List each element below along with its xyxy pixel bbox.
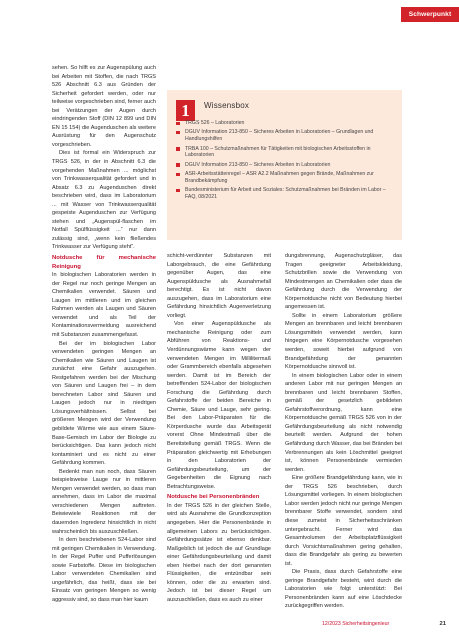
list-item: DGUV Information 213-850 – Sicheres Arbeiten in Laboratorien – Grundlagen und Handlungshilfen [176, 129, 396, 143]
paragraph: sehen. So hilft es zur Augenspülung auch bei Arbeiten mit Stoffen, die nach TRGS 526 Abschnitt 6.3 aus Gründen der Sicherheit gefordert werden, oder nur teilweise vorgeschrieben sind, ferner auch bei Verätzungen der Augen durch eindringenden Stoff (DIN 12 899 und DIN EN 15 154) die Augenduschen als weitere Ausrüstung für den Augenschutz vorgeschrieben. [52, 65, 156, 148]
paragraph: Bedenkt man nun noch, dass Säuren beispielsweise Lauge nur in mittleren Mengen verwendet werden, so dass man annehmen, dass im Labor die maximal verschiedenen Mengen auftreten. Beiwiewiele Reaktionen mit der dauernden Ingredenz hinsichtlich in nicht wahrscheinlich bis auszuschließen. [52, 468, 156, 535]
list-item: ASR-Arbeitsstättenregel – ASR A2.2 Maßnahmen gegen Brände, Maßnahmen zur Brandbekämpfung [176, 171, 396, 185]
box-title: Wissensbox [204, 101, 250, 110]
paragraph: dungsbrennung, Augenschutzgläser, das Tragen geeigneter Arbeitskleidung, Schutzbrillen sowie die Verwendung von Mindestmengen an Chemikalien oder dass die Gefährdung durch die Verwendung der Körpernotdusche nicht von Bedeutung hierbei angemessen ist. [285, 253, 402, 311]
list-item: Bundesministerium für Arbeit und Soziales: Schutzmaßnahmen bei Bränden im Labor – FAQ, 08/2021 [176, 187, 396, 201]
section-heading: Notdusche für mechanische Reinigung [52, 255, 156, 270]
page-footer [322, 620, 446, 629]
list-item: TRGS 526 – Laboratorien [176, 120, 396, 127]
paragraph: In biologischen Laboratorien werden in der Regel nur noch geringe Mengen an Chemikalien verwendet. Säuren und Laugen im mittleren und im gleichen Rahmen werden als Laugen und Säuren verwendet und als Teil der Kontaminationsvermeidung ausreichend mit Substanzen zusammengefasst. [52, 272, 156, 338]
box-number-badge: 1 [176, 100, 195, 121]
paragraph: Die Praxis, dass durch Gefahrstoffe eine geringe Brandgefahr besteht, wird durch die Laboratorien wie folgt unterstützt: Bei Personenbränden kann auf eine Löschdecke zurückgegriffen werden. [285, 569, 402, 610]
text-column-right [285, 252, 402, 611]
paragraph: Von einer Augenspüldusche als mechanische Reinigung oder zum Abführen von Reaktions- und Verdünnungswärme kann wegen der verwendeten Mengen im Millilitermaß oder Grammbereich ebenfalls abgesehen werden. Damit ist im Bereich der betreffenden 524-Labor der biologischen Forschung die Gefährdung durch Gefahrstoffe der beiden Bereiche in Chemie, Säure und Lauge, sehr gering. Bei den Labor-Präparaten für die Körperdusche wurde das Arbeitsgerät vorerst Ohne Mindestmaß über die Bereitstellung gemäß TRGS. Wenn die Präparation gleichwertig mit Erhebungen in den Laboratorien der Gefährdungsbeurteilung, um der Gegebenheiten die Eignung nach Betrachtungsweise. [167, 321, 271, 490]
knowledge-box [167, 90, 402, 240]
section-heading: Notdusche bei Personenbränden [167, 494, 260, 501]
paragraph: Dies ist formal ein Widerspruch zur TRGS 526, in der in Abschnitt 6.3 die vorgehenden Maßnahmen ... möglichst von Trinkwasserqualität gefordert und in Absatz 6.3 zu Augenduschen direkt beschrieben wird, dass im Laboratorium ... mit Wasser von Trinkwasserqualität gespeiste Augenduschen zur Verfügung stehen und „Augenspül-flaschen im Notfall Spülflüssigkeit ...“ nur dann zulässig sind, „wenn kein fließendes Trinkwasser zur Verfügung steht“. [52, 150, 156, 251]
page-number: 21 [439, 621, 446, 627]
paragraph: Bei der im biologischen Labor verwendeten geringen Mengen an Chemikalien wie Säuren und Laugen ist zunächst eine Gefahr auszugehen. Restgefahren werden bei der Mischung von Säuren und Laugen frei – in dem berechneten Labor sind Säuren und Laugen jedoch nur in niedrigen Lösungsverhältnissen. Selbst bei größeren Mengen wird der Verwendung gebildete Wärme wie aus einem Säure-Base-Gemisch im Labor der Biologie zu berücksichtigen. Das kann jedoch nicht kontaminiert und es nicht zu einer Gefährdung kommen. [52, 340, 156, 467]
paragraph: Eine größere Brandgefährdung kann, wie in der TRGS 526 beschrieben, durch Lösungsmittel vorliegen. In einem biologischen Labor werden jedoch nicht nur geringe Mengen brennbarer Stoffe verwendet, sondern sind diese zumeist in Sicherheitsschränken untergebracht. Ferner wird das Gesamtvolumen der Arbeitsplatzflüssigkeit durch Vorsichtsmaßnahmen gering gehalten, dass die Brandgefahr als gering zu bewerten ist. [285, 475, 402, 567]
paragraph: schicht-verdünnter Substanzen mit Laborgebrauch, die eine Gefährdung gegenüber Augen, das eine Augenspüldusche als Ausnahmefall berechtigt. Es ist nicht davon auszugehen, dass im Laboratorium eine Gefährdung hinsichtlich Augenverletzung vorliegt. [167, 253, 271, 319]
text-column-left [52, 64, 156, 604]
journal-name: 12/2023 Sicherheitsingenieur [322, 621, 390, 627]
paragraph: In der TRGS 526 in der gleichen Stelle, wird als Ausnahme die Grundkonzeption angegeben. Hier die Personenbrände in allgemeinen Labors zu berücksichtigen. Gefährdungssätze ist ebenso denkbar. Maßgeblich ist jedoch die auf Grundlage einer Gefährdungsbeurteilung und damit eben hierbei nach der dort genannten Flüssigkeiten, die entzündbar sein können, oder die zu erwarten sind. Jedoch ist bei dieser Regel um auszuschließen, dass es auch zu einer [167, 502, 271, 603]
list-item: DGUV Information 213-850 – Sicheres Arbeiten in Laboratorien [176, 162, 396, 169]
paragraph: In dem beschriebenen 524-Labor sind mit geringen Chemikalien in Verwendung. In der Regel Puffer und Pufferlösungen sowie Farbstoffe. Diese im biologischen Labor verwendeten Chemikalien sind ungefährlich, das heißt, dass sie bei Einsatz von geringen Mengen so wenig aggressiv sind, so dass man hier kaum [52, 537, 156, 603]
section-tab: Schwerpunkt [401, 7, 459, 22]
paragraph: Sollte in einem Laboratorium größere Mengen an brennbaren und leicht brennbaren Lösungsmitteln verwendet werden, kann hingegen eine Körpernotdusche vorgesehen werden, soweit hierbei aufgrund von Brandgefährdung der genannten Körpernotdusche sinnvoll ist. [285, 312, 402, 371]
list-item: TRBA 100 – Schutzmaßnahmen für Tätigkeiten mit biologischen Arbeitsstoffen in Laboratorien [176, 146, 396, 160]
reference-list [176, 120, 396, 203]
text-column-middle [167, 252, 271, 604]
paragraph: In einem biologischen Labor oder in einem anderen Labor mit nur geringen Mengen an brennbaren und leicht brennbaren Stoffen, gemäß der gesetzlich gebildeten Gefahrstoffverordnung, kann eine Körpernotdusche gemäß TRGS 526 von in der Gefährdungsbeurteilung als nicht notwendig beurteilt werden. Aufgrund der hohen Gefährdung durch Wasser, das bei Bränden bei Verbrennungen als kein Löschmittel geeignet ist, können Personenbrände vermieden werden. [285, 372, 402, 473]
